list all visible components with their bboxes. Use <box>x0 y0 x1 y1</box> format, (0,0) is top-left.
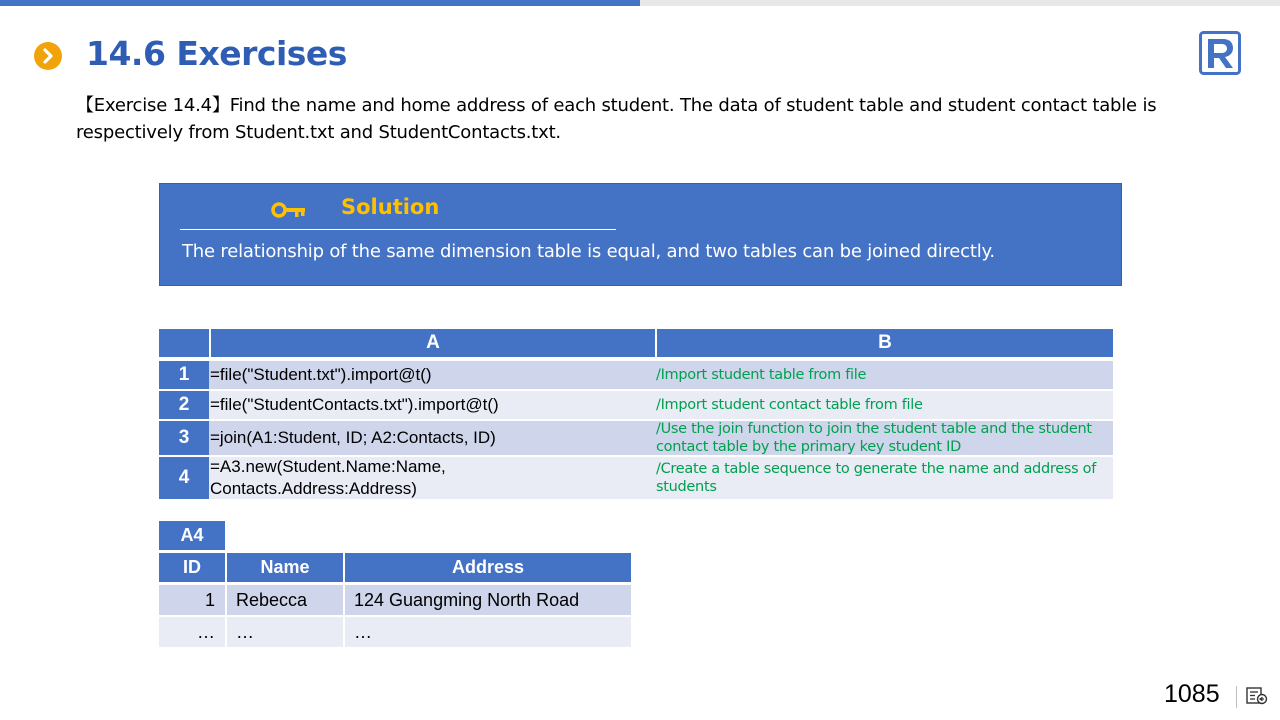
grid-row-number: 2 <box>159 391 209 419</box>
grid-cell-b4: /Create a table sequence to generate the name and address of students <box>655 457 1113 499</box>
grid-row-number: 3 <box>159 421 209 455</box>
grid-cell-a2: =file("StudentContacts.txt").import@t() <box>209 391 655 419</box>
result-cell-address: … <box>345 617 631 647</box>
result-cell-name: … <box>227 617 343 647</box>
page-title: 14.6 Exercises <box>86 34 347 73</box>
grid-cell-b3: /Use the join function to join the student table and the student contact table by the primary key student ID <box>655 421 1113 455</box>
result-cell-address: 124 Guangming North Road <box>345 585 631 615</box>
grid-cell-a1: =file("Student.txt").import@t() <box>209 361 655 389</box>
page-number: 1085 <box>1164 680 1220 708</box>
grid-column-header-b: B <box>657 329 1113 357</box>
grid-column-header-a: A <box>211 329 655 357</box>
grid-cell-a4: =A3.new(Student.Name:Name, Contacts.Address:Address) <box>209 457 655 499</box>
progress-fill <box>0 0 640 6</box>
solution-title: Solution <box>341 195 440 219</box>
result-cell-name: Rebecca <box>227 585 343 615</box>
solution-divider <box>180 229 616 230</box>
grid-row-number: 1 <box>159 361 209 389</box>
grid-cell-b2: /Import student contact table from file <box>655 391 1113 419</box>
result-cell-ref: A4 <box>159 521 225 550</box>
result-header-address: Address <box>345 553 631 582</box>
raqsoft-r-logo-icon <box>1199 31 1241 75</box>
grid-cell-b1: /Import student table from file <box>655 361 1113 389</box>
result-cell-id: … <box>159 617 225 647</box>
result-cell-id: 1 <box>159 585 225 615</box>
notes-icon[interactable] <box>1246 687 1268 710</box>
exercise-description: 【Exercise 14.4】Find the name and home address of each student. The data of student table and student contact table is respectively from Student.txt and StudentContacts.txt. <box>76 95 1157 143</box>
progress-track <box>0 0 1280 6</box>
result-header-name: Name <box>227 553 343 582</box>
result-header-id: ID <box>159 553 225 582</box>
key-icon <box>271 201 307 224</box>
solution-box <box>159 183 1122 286</box>
footer-divider <box>1236 686 1237 708</box>
grid-row-number: 4 <box>159 457 209 499</box>
chevron-right-circle-icon <box>34 42 62 70</box>
grid-cell-a3: =join(A1:Student, ID; A2:Contacts, ID) <box>209 421 655 455</box>
grid-corner-cell <box>159 329 209 357</box>
solution-text: The relationship of the same dimension table is equal, and two tables can be joined directly. <box>182 241 995 262</box>
